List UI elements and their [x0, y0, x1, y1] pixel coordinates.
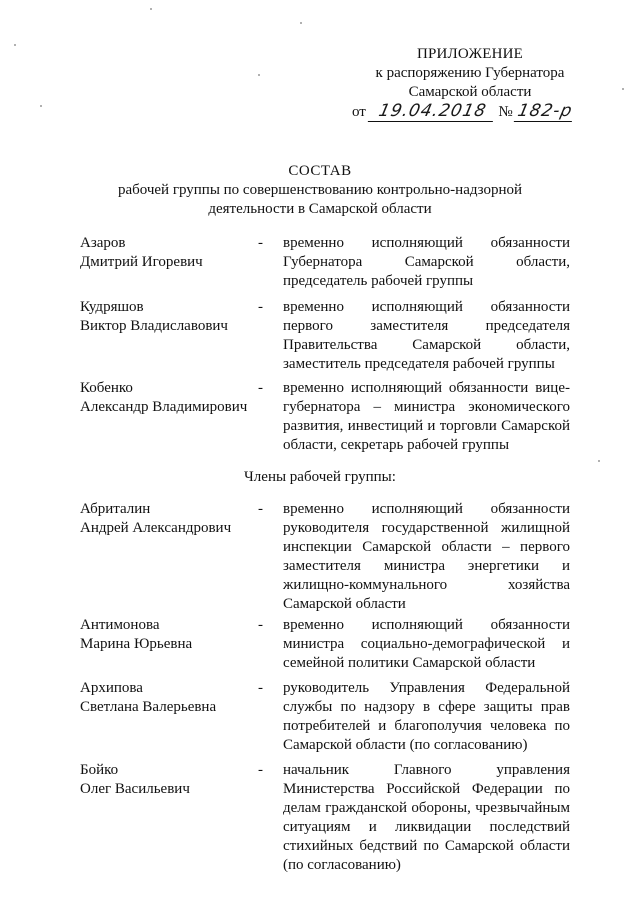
scan-speck [14, 44, 16, 46]
scan-speck [300, 22, 302, 24]
appendix-line-2: Самарской области [408, 84, 532, 100]
dash-separator: - [258, 380, 263, 396]
person-role: временно исполняющий обязанности первого заместителя председателя Правительства Самарской области, заместитель председателя рабочей группы [283, 299, 570, 372]
person-given-names: Марина Юрьевна [80, 636, 193, 652]
document-subtitle-line-2: деятельности в Самарской области [208, 201, 432, 217]
dash-separator: - [258, 501, 263, 517]
person-surname: Азаров [80, 235, 126, 251]
dash-separator: - [258, 617, 263, 633]
person-surname: Бойко [80, 762, 119, 778]
person-name [80, 379, 255, 417]
person-given-names: Виктор Владиславович [80, 318, 228, 334]
person-given-names: Олег Васильевич [80, 781, 190, 797]
person-role: временно исполняющий обязанности Губернатора Самарской области, председатель рабочей группы [283, 235, 570, 289]
person-name [80, 234, 255, 272]
appendix-line-1: к распоряжению Губернатора [375, 65, 565, 81]
person-role: руководитель Управления Федеральной службы по надзору в сфере защиты прав потребителей и благополучия человека по Самарской области (по согласованию) [283, 680, 570, 753]
appendix-date-line [352, 101, 592, 122]
person-name [80, 298, 255, 336]
dash-separator: - [258, 299, 263, 315]
person-surname: Абриталин [80, 501, 151, 517]
person-name [80, 761, 255, 799]
dash-separator: - [258, 235, 263, 251]
dash-separator: - [258, 680, 263, 696]
dash-separator: - [258, 762, 263, 778]
scan-speck [150, 8, 152, 10]
scan-speck [40, 105, 42, 107]
person-surname: Кудряшов [80, 299, 144, 315]
appendix-title: ПРИЛОЖЕНИЕ [416, 46, 524, 62]
person-role: временно исполняющий обязанности министра социально-демографической и семейной политики Самарской области [283, 617, 570, 671]
scan-speck [598, 460, 600, 462]
person-given-names: Дмитрий Игоревич [80, 254, 203, 270]
handwritten-number: 182-р [514, 101, 576, 122]
person-name [80, 616, 255, 654]
members-heading: Члены рабочей группы: [244, 469, 396, 485]
from-label: от [352, 104, 366, 120]
document-subtitle-line-1: рабочей группы по совершенствованию контрольно-надзорной [117, 182, 523, 198]
person-name [80, 679, 255, 717]
person-surname: Кобенко [80, 380, 133, 396]
scan-speck [258, 74, 260, 76]
person-role: временно исполняющий обязанности руководителя государственной жилищной инспекции Самарской области – первого заместителя министра энергетики и жилищно-коммунального хозяйства Самарской области [283, 501, 570, 612]
person-surname: Антимонова [80, 617, 160, 633]
person-given-names: Светлана Валерьевна [80, 699, 217, 715]
document-title: СОСТАВ [288, 163, 352, 179]
person-given-names: Андрей Александрович [80, 520, 232, 536]
scan-speck [622, 88, 624, 90]
person-given-names: Александр Владимирович [80, 399, 248, 415]
person-name [80, 500, 255, 538]
person-surname: Архипова [80, 680, 143, 696]
number-label: № [498, 104, 513, 120]
handwritten-date: 19.04.2018 [367, 101, 496, 122]
person-role: начальник Главного управления Министерства Российской Федерации по делам гражданской обороны, чрезвычайным ситуациям и ликвидации последствий стихийных бедствий по Самарской области (по согласованию) [283, 762, 570, 873]
person-role: временно исполняющий обязанности вице-губернатора – министра экономического развития, инвестиций и торговли Самарской области, секретарь рабочей группы [283, 380, 570, 453]
